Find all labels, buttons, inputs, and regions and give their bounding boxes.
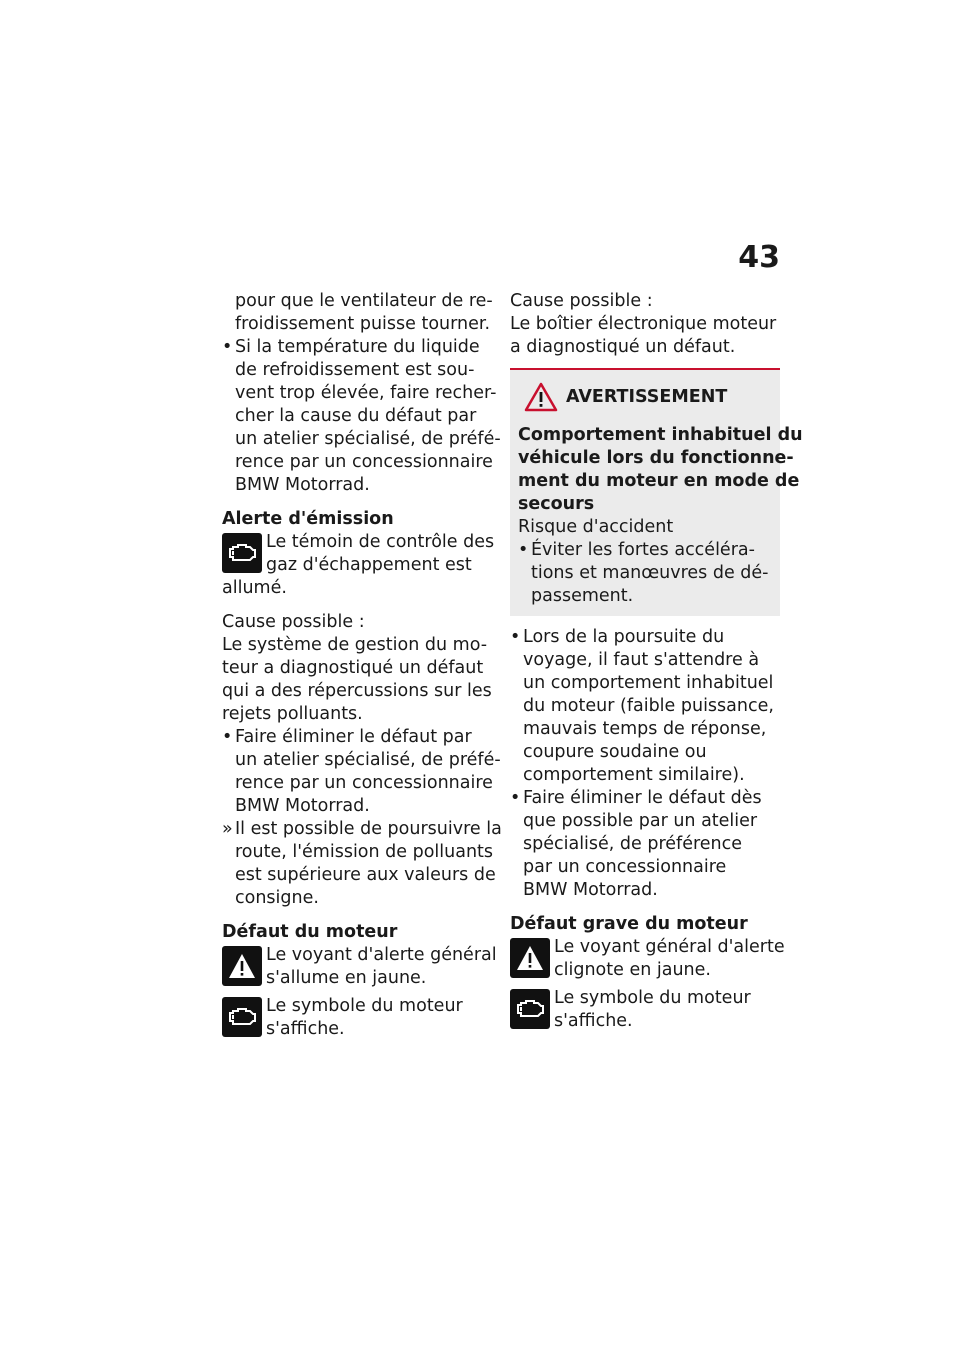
text-line: a diagnostiqué un défaut.	[510, 337, 736, 357]
bullet-marker: •	[222, 337, 233, 357]
engine-symbol-row	[510, 987, 780, 1033]
text-line: coupure soudaine ou	[523, 742, 707, 762]
bullet-item-repair	[222, 726, 501, 818]
text-line: comportement similaire).	[523, 765, 745, 785]
emission-indicator-row	[222, 531, 495, 577]
text-line: allumé.	[222, 578, 287, 598]
cause-label: Cause possible :	[510, 291, 653, 311]
text-line: rence par un concessionnaire	[235, 773, 493, 793]
text-line: voyage, il faut s'attendre à	[523, 650, 760, 670]
text-line: Le boîtier électronique moteur	[510, 314, 777, 334]
text-line: un atelier spécialisé, de préfé-	[235, 750, 501, 770]
bullet-marker: •	[222, 727, 233, 747]
intro-paragraph	[222, 290, 493, 336]
text-line: Éviter les fortes accéléra-	[531, 540, 755, 560]
warning-triangle-icon	[222, 946, 262, 986]
text-line: route, l'émission de polluants	[235, 842, 494, 862]
engine-symbol-row	[222, 995, 490, 1041]
warning-box	[510, 368, 803, 616]
bullet-item-repair	[510, 787, 780, 902]
text-line: par un concessionnaire	[523, 857, 727, 877]
left-column	[222, 290, 502, 1041]
text-line: un atelier spécialisé, de préfé-	[235, 429, 501, 449]
warning-title-line: secours	[518, 494, 595, 514]
text-line: clignote en jaune.	[554, 960, 711, 980]
section-title-engine-fault: Défaut du moteur	[222, 922, 398, 942]
text-line: s'allume en jaune.	[266, 968, 427, 988]
text-line: Le symbole du moteur	[266, 996, 463, 1016]
text-line: que possible par un atelier	[523, 811, 758, 831]
text-line: Le voyant général d'alerte	[554, 937, 785, 957]
text-line: gaz d'échappement est	[266, 555, 472, 575]
text-line: qui a des répercussions sur les	[222, 681, 492, 701]
bullet-marker: •	[510, 788, 521, 808]
general-warning-row	[222, 944, 497, 990]
text-line: un comportement inhabituel	[523, 673, 774, 693]
warning-risk: Risque d'accident	[518, 517, 674, 537]
section-title-emission: Alerte d'émission	[222, 509, 394, 529]
warning-label: AVERTISSEMENT	[566, 386, 728, 407]
text-line: s'affiche.	[266, 1019, 345, 1039]
text-line: de refroidissement est sou-	[235, 360, 475, 380]
page-number: 43	[738, 240, 780, 275]
text-line: mauvais temps de réponse,	[523, 719, 767, 739]
text-line: spécialisé, de préférence	[523, 834, 743, 854]
result-marker: »	[222, 819, 233, 839]
bullet-item-behaviour	[510, 626, 780, 787]
text-line: Il est possible de poursuivre la	[235, 819, 502, 839]
text-line: passement.	[531, 586, 634, 606]
text-line: consigne.	[235, 888, 319, 908]
right-column	[510, 290, 803, 1033]
text-line: Le voyant d'alerte général	[266, 945, 497, 965]
text-line: teur a diagnostiqué un défaut	[222, 658, 484, 678]
bullet-item-coolant	[222, 336, 501, 497]
engine-icon	[222, 533, 262, 573]
cause-label: Cause possible :	[222, 612, 365, 632]
warning-title-line: Comportement inhabituel du	[518, 425, 803, 445]
bullet-marker: •	[518, 540, 529, 560]
text-line: Le témoin de contrôle des	[266, 532, 495, 552]
general-warning-row	[510, 936, 785, 982]
engine-icon	[510, 989, 550, 1029]
text-line: s'affiche.	[554, 1011, 633, 1031]
text-line: BMW Motorrad.	[235, 796, 370, 816]
text-line: froidissement puisse tourner.	[235, 314, 491, 334]
text-line: Si la température du liquide	[235, 337, 480, 357]
text-line: pour que le ventilateur de re-	[235, 291, 493, 311]
text-line: rejets polluants.	[222, 704, 363, 724]
warning-title-line: ment du moteur en mode de	[518, 471, 800, 491]
text-line: Faire éliminer le défaut par	[235, 727, 472, 747]
text-line: cher la cause du défaut par	[235, 406, 477, 426]
text-line: du moteur (faible puissance,	[523, 696, 774, 716]
text-line: vent trop élevée, faire recher-	[235, 383, 497, 403]
warning-triangle-icon	[510, 938, 550, 978]
warning-bullet	[518, 539, 772, 608]
text-line: BMW Motorrad.	[523, 880, 658, 900]
warning-triangle-icon	[524, 382, 558, 412]
text-line: Le symbole du moteur	[554, 988, 751, 1008]
warning-title-line: véhicule lors du fonctionne-	[518, 448, 794, 468]
text-line: tions et manœuvres de dé-	[531, 563, 769, 583]
text-line: est supérieure aux valeurs de	[235, 865, 496, 885]
text-line: rence par un concessionnaire	[235, 452, 493, 472]
text-line: BMW Motorrad.	[235, 475, 370, 495]
text-line: Lors de la poursuite du	[523, 627, 725, 647]
bullet-marker: •	[510, 627, 521, 647]
text-line: Faire éliminer le défaut dès	[523, 788, 762, 808]
section-title-serious-fault: Défaut grave du moteur	[510, 914, 748, 934]
text-line: Le système de gestion du mo-	[222, 635, 488, 655]
engine-icon	[222, 997, 262, 1037]
result-item	[222, 818, 502, 910]
